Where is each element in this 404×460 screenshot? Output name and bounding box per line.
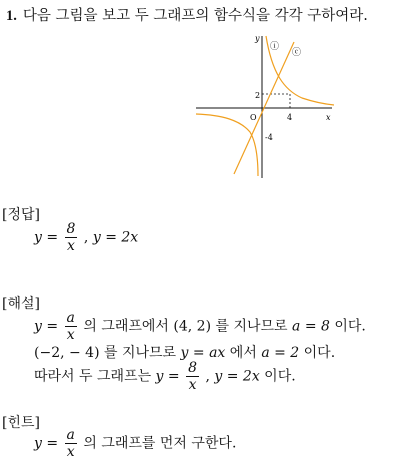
exp2-eq2: a = 2 [261, 345, 300, 361]
explanation-line-1 [34, 311, 366, 342]
explanation-line-3 [34, 361, 296, 392]
exp1-den: x [66, 327, 75, 343]
exp2-point: (−2, − 4) [34, 345, 100, 361]
tick-y-2: 2 [255, 91, 261, 100]
exp1-eq: a = 8 [292, 318, 330, 335]
exp1-lhs: y = [34, 318, 59, 335]
exp2-eq1: y = ax [180, 345, 226, 361]
explanation-heading: [해설] [2, 296, 40, 312]
tick-y-neg4: -4 [265, 133, 273, 142]
answer-sep: , [83, 229, 89, 246]
exp3-fraction [186, 361, 199, 392]
hint-den: x [66, 444, 75, 460]
question-text: 다음 그림을 보고 두 그래프의 함수식을 각각 구하여라. [22, 8, 368, 24]
axis-x-label: x [326, 113, 331, 122]
hint-line [34, 428, 236, 459]
exp3-den: x [188, 377, 197, 393]
exp2-text-a: 를 지나므로 [104, 345, 177, 361]
explanation-line-2 [34, 342, 335, 362]
answer-num: 8 [66, 221, 76, 237]
answer-fraction [65, 222, 78, 253]
answer-heading: [정답] [2, 207, 40, 223]
exp3-sep: , [205, 368, 210, 385]
exp1-text-a: 의 그래프에서 (4, 2) 를 지나므로 [83, 318, 288, 335]
exp1-num: a [66, 310, 75, 326]
exp3-text-b: 이다. [264, 368, 296, 385]
hint-text: 의 그래프를 먼저 구한다. [83, 435, 237, 452]
question [6, 4, 368, 25]
exp3-text-a: 따라서 두 그래프는 [34, 368, 152, 385]
hyperbola-branch-3 [196, 114, 258, 176]
axis-y-label: y [255, 34, 260, 43]
function-graph [192, 28, 342, 180]
exp1-fraction [65, 311, 77, 342]
origin-label: O [250, 113, 257, 122]
hint-num: a [66, 427, 75, 443]
exp3-eq2: y = 2x [214, 368, 260, 385]
hint-lhs: y = [34, 435, 59, 452]
exp3-lhs: y = [155, 368, 180, 385]
exp1-text-b: 이다. [334, 318, 366, 335]
answer-eq1-lhs: y = [34, 229, 59, 246]
question-number: 1. [6, 8, 17, 24]
tick-x-4: 4 [287, 113, 293, 122]
hint-fraction [65, 428, 77, 459]
exp2-text-c: 이다. [303, 345, 336, 361]
answer-eq2: y = 2x [92, 229, 139, 246]
exp3-num: 8 [188, 360, 198, 376]
exp2-text-b: 에서 [229, 345, 257, 361]
label-line: ⓘ [270, 42, 280, 52]
answer-line [34, 222, 138, 253]
answer-den: x [67, 238, 75, 254]
label-curve: ⓒ [292, 48, 302, 58]
hint-heading: [힌트] [2, 415, 40, 431]
